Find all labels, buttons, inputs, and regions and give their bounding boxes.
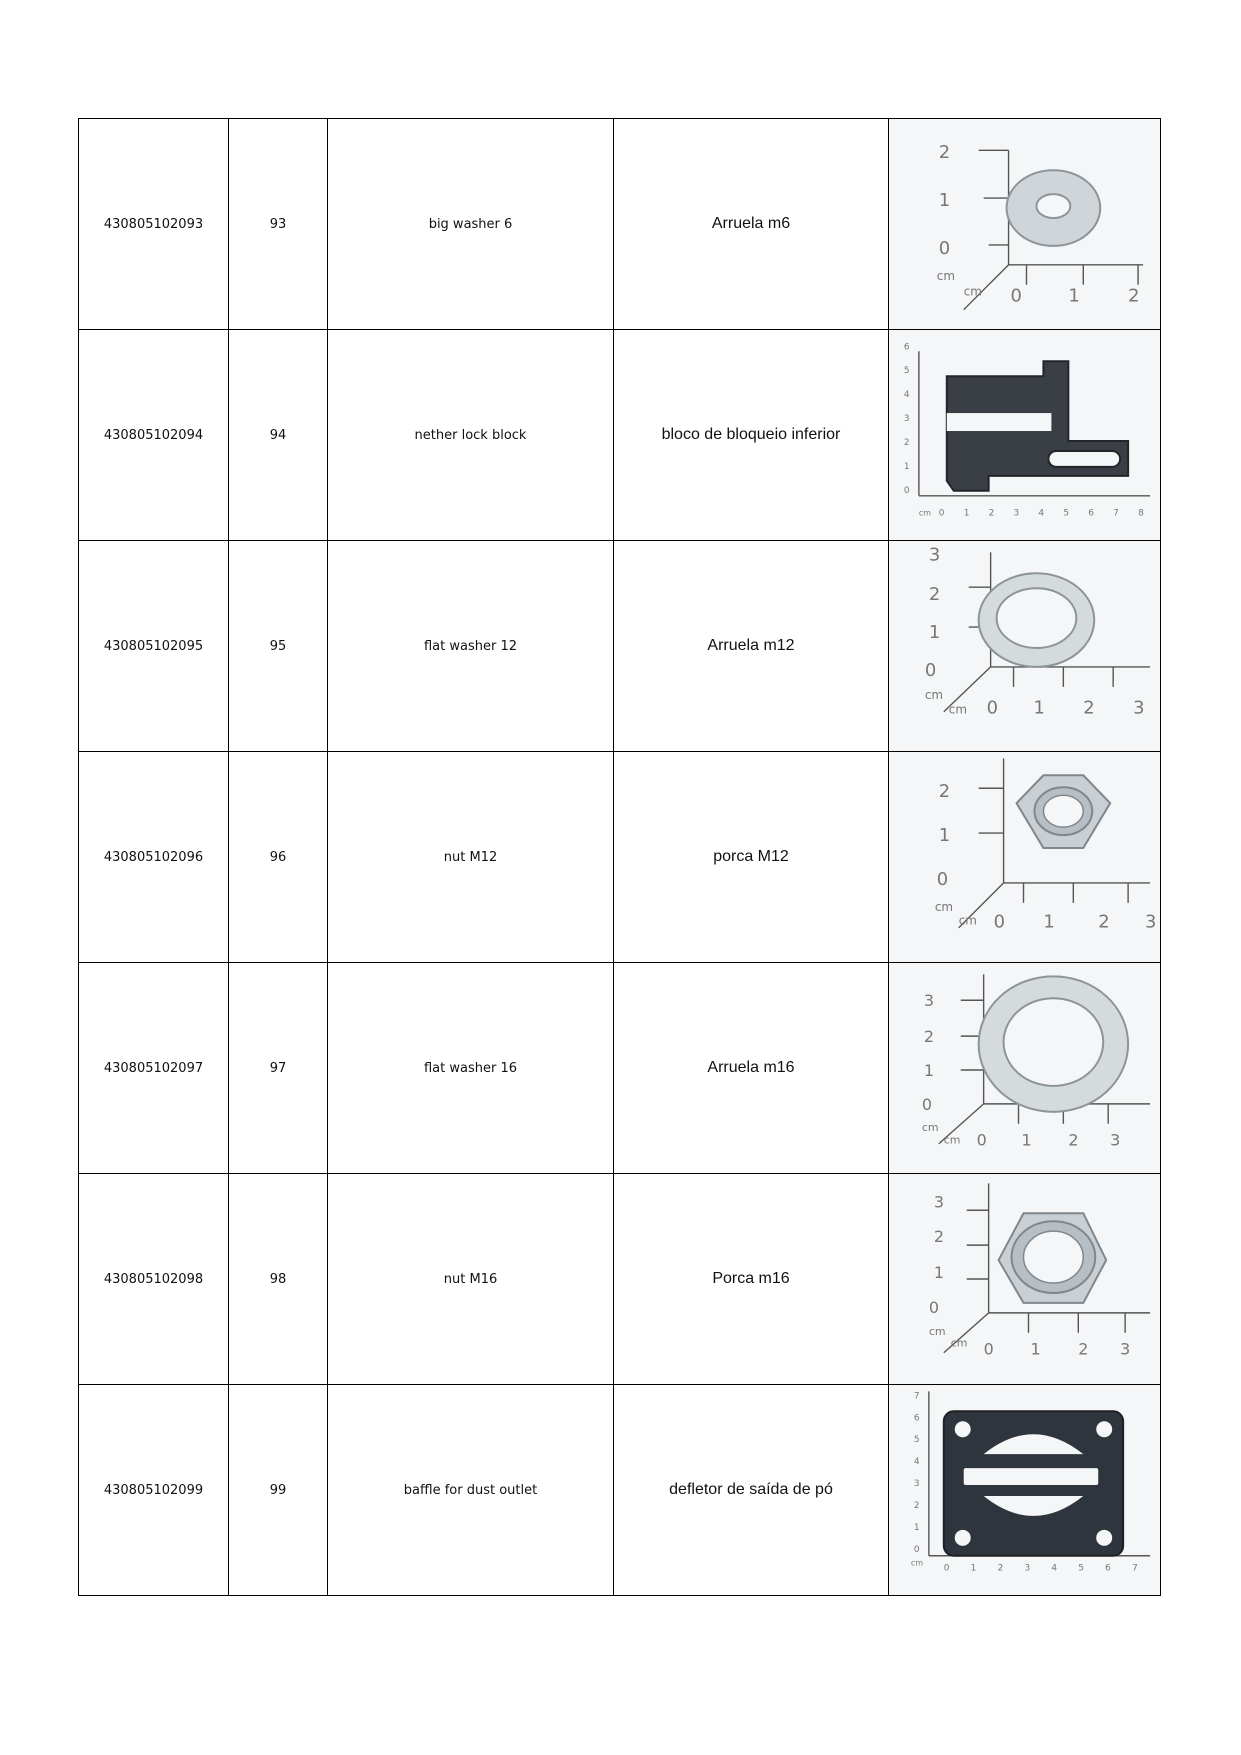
scale-label: 2	[1128, 285, 1140, 307]
part-code: 430805102096	[79, 752, 229, 963]
scale-label: 5	[1078, 1563, 1085, 1574]
scale-label: 3	[1133, 697, 1145, 719]
scale-label: 4	[913, 1457, 920, 1468]
scale-label: cm	[948, 702, 967, 717]
scale-label: 0	[913, 1544, 920, 1555]
washer-photo-icon	[889, 964, 1160, 1172]
part-photo	[889, 1385, 1161, 1596]
scale-label: 2	[933, 1227, 944, 1247]
scale-label: 1	[1033, 697, 1045, 719]
scale-label: cm	[921, 1120, 939, 1134]
scale-label: 5	[903, 366, 910, 377]
scale-label: 1	[1068, 285, 1080, 307]
scale-label: 8	[1138, 508, 1144, 519]
portuguese-description: bloco de bloqueio inferior	[614, 330, 889, 541]
scale-label: 0	[986, 697, 999, 719]
scale-label: 0	[903, 485, 910, 496]
scale-label: 1	[1043, 911, 1055, 933]
scale-label: 2	[928, 584, 941, 606]
scale-label: 3	[923, 991, 935, 1011]
scale-label: 5	[913, 1435, 920, 1446]
scale-label: 1	[923, 1060, 935, 1080]
scale-label: 2	[1068, 1130, 1079, 1150]
scale-label: cm	[958, 913, 977, 928]
scale-label: cm	[928, 1324, 946, 1338]
scale-label: 3	[913, 1479, 920, 1490]
part-code: 430805102098	[79, 1174, 229, 1385]
scale-label: 3	[1145, 911, 1157, 933]
baffle-plate-photo-icon	[889, 1386, 1160, 1594]
part-photo	[889, 119, 1161, 330]
scale-label: 3	[933, 1192, 944, 1212]
part-code: 430805102094	[79, 330, 229, 541]
hex-nut-photo-icon	[889, 753, 1160, 961]
scale-label: 3	[903, 414, 910, 425]
english-description: flat washer 16	[328, 963, 614, 1174]
scale-label: 7	[913, 1391, 920, 1402]
scale-label: 1	[970, 1563, 977, 1574]
table-row	[79, 1385, 1161, 1596]
scale-label: 4	[1051, 1563, 1058, 1574]
scale-label: 0	[938, 237, 951, 259]
part-photo	[889, 963, 1161, 1174]
scale-label: cm	[943, 1133, 961, 1147]
scale-label: 6	[1088, 508, 1094, 519]
item-number: 97	[229, 963, 328, 1174]
english-description: big washer 6	[328, 119, 614, 330]
lock-block-photo-icon	[889, 331, 1160, 539]
table-row	[79, 1174, 1161, 1385]
part-code: 430805102093	[79, 119, 229, 330]
hex-nut-photo-icon	[889, 1175, 1160, 1383]
scale-label: 3	[1120, 1339, 1131, 1359]
scale-label: 2	[938, 781, 951, 803]
washer-photo-icon	[889, 120, 1160, 328]
portuguese-description: Arruela m12	[614, 541, 889, 752]
scale-label: cm	[918, 508, 932, 518]
scale-label: 0	[993, 911, 1006, 933]
scale-label: cm	[934, 899, 954, 914]
portuguese-description: Arruela m6	[614, 119, 889, 330]
scale-label: 1	[913, 1522, 920, 1533]
scale-label: 1	[938, 825, 951, 847]
english-description: nut M16	[328, 1174, 614, 1385]
scale-label: 0	[976, 1130, 987, 1150]
scale-label: 1	[903, 461, 910, 472]
scale-label: 2	[923, 1027, 935, 1047]
scale-label: 2	[938, 142, 951, 164]
english-description: nether lock block	[328, 330, 614, 541]
table-row	[79, 119, 1161, 330]
scale-label: 0	[983, 1339, 994, 1359]
scale-label: 3	[928, 544, 941, 566]
portuguese-description: porca M12	[614, 752, 889, 963]
scale-label: 1	[933, 1263, 944, 1283]
english-description: nut M12	[328, 752, 614, 963]
scale-label: 7	[1132, 1563, 1138, 1574]
scale-label: 1	[1021, 1130, 1032, 1150]
item-number: 96	[229, 752, 328, 963]
washer-photo-icon	[889, 542, 1160, 750]
item-number: 93	[229, 119, 328, 330]
english-description: flat washer 12	[328, 541, 614, 752]
scale-label: 1	[928, 622, 941, 644]
scale-label: 0	[921, 1094, 933, 1114]
part-photo	[889, 752, 1161, 963]
parts-table	[78, 118, 1161, 1596]
scale-label: 0	[928, 1297, 939, 1317]
scale-label: 1	[963, 508, 970, 519]
scale-label: 4	[1038, 508, 1045, 519]
table-row	[79, 752, 1161, 963]
scale-label: 1	[938, 190, 951, 212]
part-code: 430805102099	[79, 1385, 229, 1596]
part-photo	[889, 1174, 1161, 1385]
scale-label: 3	[1024, 1563, 1031, 1574]
scale-label: 6	[1105, 1563, 1111, 1574]
scale-label: 1	[1030, 1339, 1041, 1359]
scale-label: 0	[924, 659, 937, 681]
scale-label: cm	[924, 687, 944, 702]
part-code: 430805102095	[79, 541, 229, 752]
item-number: 94	[229, 330, 328, 541]
scale-label: 6	[903, 342, 910, 353]
scale-label: 2	[1098, 911, 1110, 933]
scale-label: 3	[1110, 1130, 1121, 1150]
scale-label: 0	[943, 1563, 950, 1574]
scale-label: 2	[1083, 697, 1095, 719]
table-row	[79, 963, 1161, 1174]
scale-label: cm	[910, 1558, 924, 1568]
scale-label: 6	[913, 1413, 920, 1424]
table-row	[79, 330, 1161, 541]
part-code: 430805102097	[79, 963, 229, 1174]
scale-label: 2	[913, 1500, 920, 1511]
item-number: 98	[229, 1174, 328, 1385]
part-photo	[889, 330, 1161, 541]
item-number: 95	[229, 541, 328, 752]
scale-label: 0	[1010, 285, 1022, 307]
scale-label: 0	[936, 868, 949, 890]
scale-label: 2	[997, 1563, 1004, 1574]
portuguese-description: defletor de saída de pó	[614, 1385, 889, 1596]
english-description: baffle for dust outlet	[328, 1385, 614, 1596]
scale-label: 2	[988, 508, 995, 519]
scale-label: 2	[903, 437, 910, 448]
scale-label: 5	[1063, 508, 1070, 519]
scale-label: cm	[936, 268, 956, 283]
scale-label: 0	[938, 508, 945, 519]
scale-label: cm	[963, 284, 982, 299]
scale-label: 3	[1013, 508, 1020, 519]
portuguese-description: Porca m16	[614, 1174, 889, 1385]
scale-label: cm	[950, 1336, 968, 1350]
table-row	[79, 541, 1161, 752]
scale-label: 4	[903, 390, 910, 401]
part-photo	[889, 541, 1161, 752]
scale-label: 7	[1113, 508, 1119, 519]
item-number: 99	[229, 1385, 328, 1596]
scale-label: 2	[1078, 1339, 1089, 1359]
portuguese-description: Arruela m16	[614, 963, 889, 1174]
